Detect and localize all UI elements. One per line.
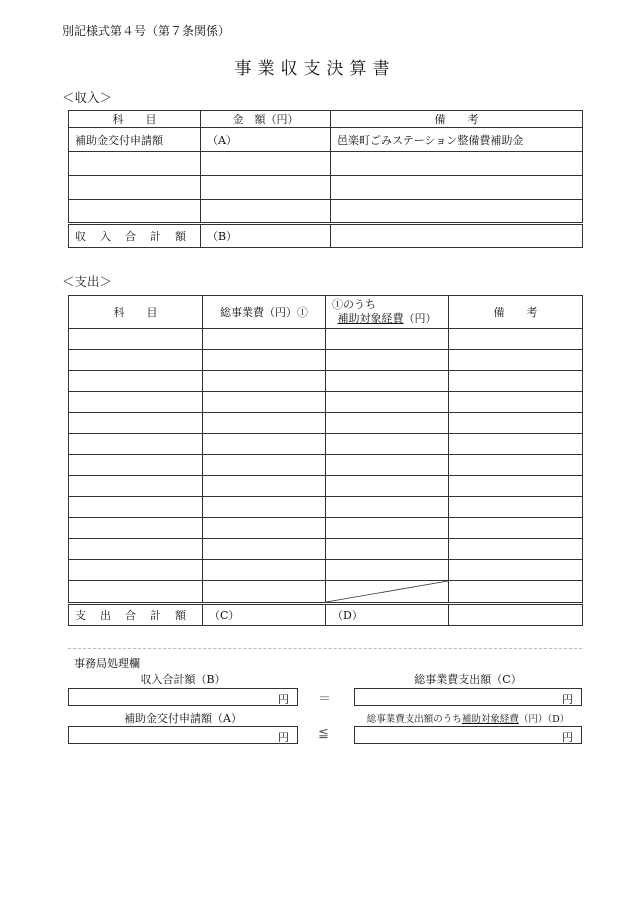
table-row <box>69 128 583 152</box>
income-section-label: ＜収入＞ <box>62 90 113 105</box>
table-row <box>69 392 583 413</box>
table-row <box>69 539 583 560</box>
expense-header-remarks: 備 考 <box>449 296 583 329</box>
expense-total-cost-cell[interactable] <box>203 539 326 560</box>
expense-header-total-cost: 総事業費（円）① <box>203 296 326 329</box>
expense-total-subsidy[interactable]: （D） <box>326 604 449 626</box>
less-or-equal-sign: ≦ <box>318 726 329 741</box>
expense-item-cell[interactable] <box>69 581 203 604</box>
income-amount-cell[interactable] <box>201 176 331 200</box>
income-remarks-cell[interactable] <box>331 176 583 200</box>
expense-remarks-cell[interactable] <box>449 434 583 455</box>
office-heading: 事務局処理欄 <box>74 657 140 670</box>
subsidy-expense-check-field[interactable] <box>354 726 582 744</box>
yen-unit: 円 <box>562 693 573 706</box>
expense-remarks-cell[interactable] <box>449 539 583 560</box>
expense-item-cell[interactable] <box>69 371 203 392</box>
expense-remarks-cell[interactable] <box>449 392 583 413</box>
expense-remarks-cell[interactable] <box>449 497 583 518</box>
income-total-remarks[interactable] <box>331 224 583 248</box>
expense-subsidy-cell-diagonal[interactable] <box>326 581 449 604</box>
expense-subsidy-cell[interactable] <box>326 329 449 350</box>
income-total-check-field[interactable] <box>68 688 298 706</box>
table-row <box>69 455 583 476</box>
table-row <box>69 413 583 434</box>
expense-item-cell[interactable] <box>69 329 203 350</box>
income-total-label: 収入合計額 <box>69 224 201 248</box>
expense-total-check-label: 総事業費支出額（C） <box>414 673 522 686</box>
expense-item-cell[interactable] <box>69 476 203 497</box>
expense-header-item: 科 目 <box>69 296 203 329</box>
subsidy-application-check-field[interactable] <box>68 726 298 744</box>
expense-subsidy-cell[interactable] <box>326 392 449 413</box>
table-row <box>69 434 583 455</box>
expense-total-cost-cell[interactable] <box>203 497 326 518</box>
subsidy-expense-suffix: （円）（D） <box>518 714 570 725</box>
income-amount-cell[interactable] <box>201 200 331 224</box>
expense-total-cost-cell[interactable] <box>203 518 326 539</box>
expense-remarks-cell[interactable] <box>449 455 583 476</box>
expense-header-subsidy-line1: ①のうち <box>332 298 376 311</box>
expense-remarks-cell[interactable] <box>449 518 583 539</box>
expense-total-cost-cell[interactable] <box>203 350 326 371</box>
income-header-remarks: 備 考 <box>331 111 583 128</box>
table-row <box>69 518 583 539</box>
form-number: 別記様式第４号（第７条関係） <box>62 24 231 38</box>
expense-total-cost-cell[interactable] <box>203 560 326 581</box>
table-row <box>69 350 583 371</box>
expense-item-cell[interactable] <box>69 497 203 518</box>
yen-unit: 円 <box>562 731 573 744</box>
subsidy-expense-prefix: 総事業費支出額のうち <box>366 714 462 725</box>
income-remarks-cell[interactable] <box>331 200 583 224</box>
expense-subsidy-cell[interactable] <box>326 371 449 392</box>
table-row <box>69 176 583 200</box>
expense-total-cost-cell[interactable] <box>203 455 326 476</box>
expense-total-label: 支出合計額 <box>69 604 203 626</box>
expense-subsidy-cell[interactable] <box>326 434 449 455</box>
expense-remarks-cell[interactable] <box>449 560 583 581</box>
yen-unit: 円 <box>278 731 289 744</box>
expense-total-check-field[interactable] <box>354 688 582 706</box>
expense-total-cost-cell[interactable] <box>203 371 326 392</box>
income-item-cell[interactable] <box>69 152 201 176</box>
expense-total-remarks[interactable] <box>449 604 583 626</box>
equals-sign: ＝ <box>318 692 332 707</box>
expense-total-cost-cell[interactable] <box>203 476 326 497</box>
yen-unit: 円 <box>278 693 289 706</box>
income-item-cell[interactable] <box>69 200 201 224</box>
expense-subsidy-cell[interactable] <box>326 560 449 581</box>
expense-total-cost-cell[interactable] <box>203 581 326 604</box>
expense-section-label: ＜支出＞ <box>62 274 113 289</box>
expense-item-cell[interactable] <box>69 434 203 455</box>
expense-header-subsidy-suffix: （円） <box>403 312 437 325</box>
expense-total-cost-cell[interactable] <box>203 392 326 413</box>
subsidy-application-check-label: 補助金交付申請額（A） <box>124 712 242 725</box>
expense-item-cell[interactable] <box>69 413 203 434</box>
expense-item-cell[interactable] <box>69 539 203 560</box>
income-amount-cell[interactable]: （A） <box>201 128 331 152</box>
expense-total-cost[interactable]: （C） <box>203 604 326 626</box>
expense-header-subsidy <box>326 296 449 329</box>
diagonal-line <box>326 581 448 602</box>
expense-item-cell[interactable] <box>69 560 203 581</box>
income-item-cell[interactable] <box>69 176 201 200</box>
expense-item-cell[interactable] <box>69 350 203 371</box>
expense-subsidy-cell[interactable] <box>326 518 449 539</box>
expense-remarks-cell[interactable] <box>449 371 583 392</box>
expense-total-cost-cell[interactable] <box>203 413 326 434</box>
expense-item-cell[interactable] <box>69 455 203 476</box>
expense-remarks-cell[interactable] <box>449 476 583 497</box>
table-row <box>69 200 583 224</box>
income-table <box>68 110 583 248</box>
income-total-row <box>69 224 583 248</box>
subsidy-expense-underlined: 補助対象経費 <box>461 714 519 725</box>
expense-table <box>68 295 583 626</box>
expense-remarks-cell[interactable] <box>449 581 583 604</box>
income-remarks-cell[interactable] <box>331 152 583 176</box>
income-header-amount: 金 額（円） <box>201 111 331 128</box>
expense-subsidy-cell[interactable] <box>326 476 449 497</box>
office-divider <box>68 648 582 649</box>
subsidy-expense-check-label <box>350 711 586 725</box>
expense-subsidy-cell[interactable] <box>326 413 449 434</box>
expense-remarks-cell[interactable] <box>449 329 583 350</box>
expense-remarks-cell[interactable] <box>449 350 583 371</box>
expense-item-cell[interactable] <box>69 392 203 413</box>
table-row <box>69 497 583 518</box>
expense-remarks-cell[interactable] <box>449 413 583 434</box>
table-row <box>69 581 583 604</box>
expense-header-subsidy-underlined: 補助対象経費 <box>337 312 404 325</box>
income-item-cell[interactable]: 補助金交付申請額 <box>69 128 201 152</box>
income-header-item: 科 目 <box>69 111 201 128</box>
income-amount-cell[interactable] <box>201 152 331 176</box>
table-row <box>69 152 583 176</box>
expense-subsidy-cell[interactable] <box>326 497 449 518</box>
table-row <box>69 371 583 392</box>
expense-item-cell[interactable] <box>69 518 203 539</box>
expense-subsidy-cell[interactable] <box>326 539 449 560</box>
expense-subsidy-cell[interactable] <box>326 455 449 476</box>
table-row <box>69 560 583 581</box>
page-title: 事業収支決算書 <box>234 59 396 79</box>
expense-total-row <box>69 604 583 626</box>
table-row <box>69 329 583 350</box>
expense-total-cost-cell[interactable] <box>203 434 326 455</box>
expense-total-cost-cell[interactable] <box>203 329 326 350</box>
table-row <box>69 476 583 497</box>
income-remarks-cell[interactable]: 邑楽町ごみステーション整備費補助金 <box>331 128 583 152</box>
expense-subsidy-cell[interactable] <box>326 350 449 371</box>
income-total-amount[interactable]: （B） <box>201 224 331 248</box>
income-total-check-label: 収入合計額（B） <box>140 673 226 686</box>
